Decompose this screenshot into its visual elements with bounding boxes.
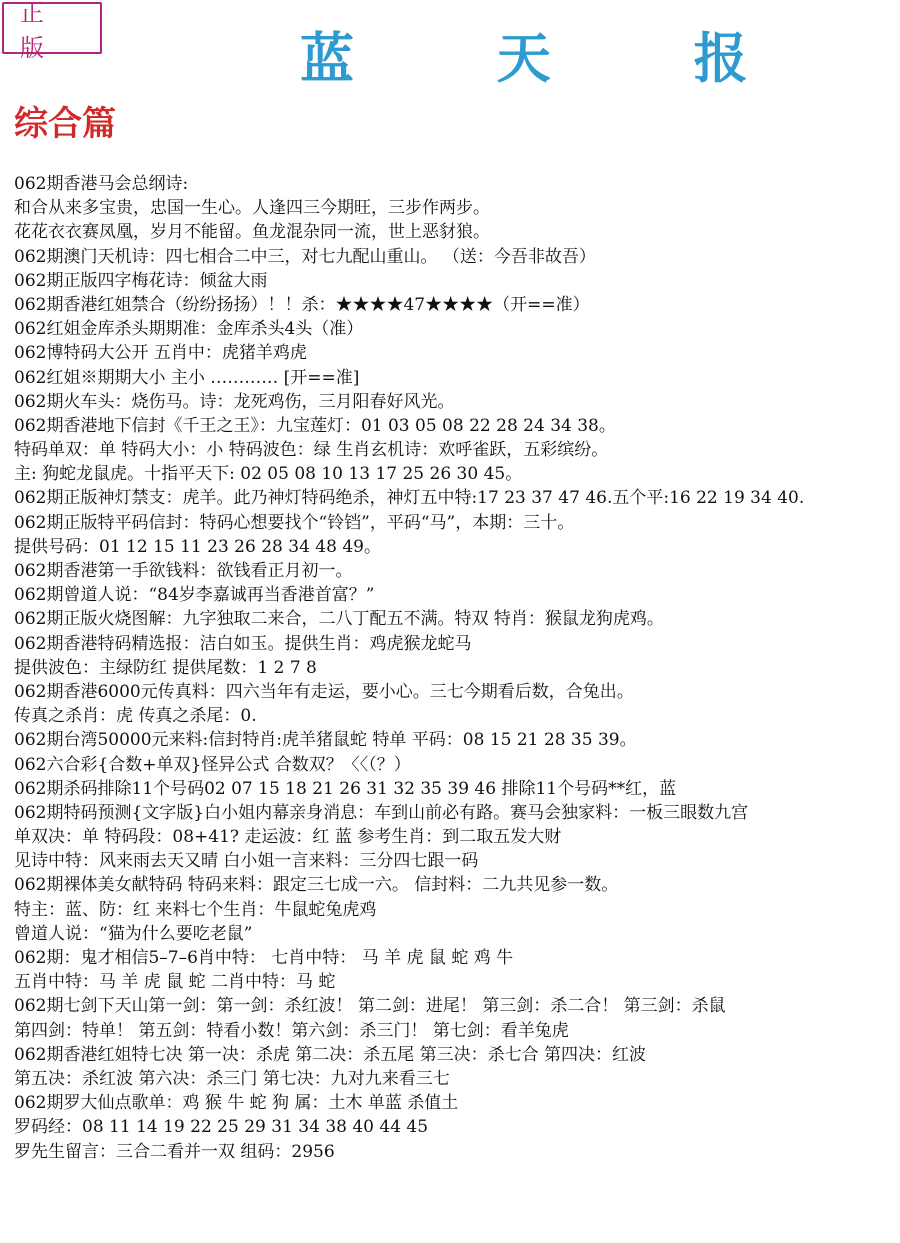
text-line: 提供号码：01 12 15 11 23 26 28 34 48 49。 bbox=[14, 536, 381, 557]
text-line: 062期：鬼才相信5–7–6肖中特： 七肖中特： 马 羊 虎 鼠 蛇 鸡 牛 bbox=[14, 948, 514, 968]
text-line: 062期香港红姐禁合（纷纷扬扬）！！杀：★★★★47★★★★（开==准） bbox=[14, 294, 590, 315]
text-line: 062期正版神灯禁支：虎羊。此乃神灯特码绝杀，神灯五中特:17 23 37 47 46.五个平:16 22 19 34 40. bbox=[14, 488, 805, 509]
text-line: 062期香港特码精选报：洁白如玉。提供生肖：鸡虎猴龙蛇马 bbox=[14, 633, 472, 654]
edition-badge: 正 版 bbox=[2, 2, 102, 54]
text-line: 062期台湾50000元来料:信封特肖:虎羊猪鼠蛇 特单 平码：08 15 21 28 35 39。 bbox=[14, 730, 637, 751]
text-line: 062期七剑下天山第一剑：第一剑：杀红波！ 第二剑：进尾！ 第三剑：杀二合！ 第三剑：杀鼠 bbox=[14, 996, 726, 1017]
text-line: 062期火车头：烧伤马。诗：龙死鸡伤，三月阳春好风光。 bbox=[14, 391, 455, 412]
text-line: 062期正版四字梅花诗：倾盆大雨 bbox=[14, 270, 268, 291]
text-line: 特码单双：单 特码大小：小 特码波色：绿 生肖玄机诗：欢呼雀跃，五彩缤纷。 bbox=[14, 440, 609, 461]
newspaper-title: 蓝 天 报 bbox=[300, 26, 810, 90]
text-line: 062期裸体美女献特码 特码来料：跟定三七成一六。 信封料：二九共见参一数。 bbox=[14, 875, 619, 896]
text-line: 和合从来多宝贵，忠国一生心。人逢四三今期旺，三步作两步。 bbox=[14, 198, 490, 219]
text-line: 062期曾道人说：“84岁李嘉诚再当香港首富？” bbox=[14, 585, 375, 606]
text-line: 062红姐※期期大小 主小 ………… [开==准] bbox=[14, 367, 360, 388]
text-line: 单双决：单 特码段：08+41? 走运波：红 蓝 参考生肖：到二取五发大财 bbox=[14, 827, 562, 848]
section-heading: 综合篇 bbox=[14, 104, 116, 144]
text-line: 花花衣衣赛凤凰，岁月不能留。鱼龙混杂同一流，世上恶豺狼。 bbox=[14, 222, 490, 243]
content-lines bbox=[14, 172, 894, 1164]
text-line: 062期正版火烧图解：九字独取二来合，二八丁配五不满。特双 特肖：猴鼠龙狗虎鸡。 bbox=[14, 609, 664, 630]
text-line: 062期杀码排除11个号码02 07 15 18 21 26 31 32 35 39 46 排除11个号码**红，蓝 bbox=[14, 778, 677, 799]
text-line: 062期特码预测{文字版}白小姐内幕亲身消息：车到山前必有路。赛马会独家料：一板三眼数九宫 bbox=[14, 802, 749, 823]
text-line: 第五决：杀红波 第六决：杀三门 第七决：九对九来看三七 bbox=[14, 1068, 450, 1089]
text-line: 062六合彩{合数+单双}怪异公式 合数双？〈〈（？） bbox=[14, 754, 411, 775]
text-line: 062期香港马会总纲诗: bbox=[14, 174, 189, 194]
text-line: 五肖中特：马 羊 虎 鼠 蛇 二肖中特：马 蛇 bbox=[14, 972, 336, 993]
text-line: 062期正版特平码信封：特码心想要找个“铃铛”，平码“马”，本期：三十。 bbox=[14, 512, 575, 533]
text-line: 罗码经：08 11 14 19 22 25 29 31 34 38 40 44 45 bbox=[14, 1117, 429, 1138]
text-line: 062期香港红姐特七决 第一决：杀虎 第二决：杀五尾 第三决：杀七合 第四决：红波 bbox=[14, 1044, 647, 1065]
text-line: 062期罗大仙点歌单：鸡 猴 牛 蛇 狗 属：土木 单蓝 杀值土 bbox=[14, 1093, 459, 1114]
text-line: 062博特码大公开 五肖中：虎猪羊鸡虎 bbox=[14, 343, 307, 364]
text-line: 062期香港6000元传真料：四六当年有走运，要小心。三七今期看后数，合兔出。 bbox=[14, 681, 634, 702]
text-line: 见诗中特：风来雨去天又晴 白小姐一言来料：三分四七跟一码 bbox=[14, 851, 479, 872]
text-line: 提供波色：主绿防红 提供尾数：1 2 7 8 bbox=[14, 657, 317, 678]
text-line: 传真之杀肖：虎 传真之杀尾：0. bbox=[14, 706, 257, 727]
text-line: 主: 狗蛇龙鼠虎。十指平天下: 02 05 08 10 13 17 25 26 30 45。 bbox=[14, 464, 523, 485]
text-line: 062期香港地下信封《千王之王》：九宝莲灯：01 03 05 08 22 28 24 34 38。 bbox=[14, 415, 616, 436]
text-line: 曾道人说：“猫为什么要吃老鼠” bbox=[14, 923, 253, 944]
text-line: 罗先生留言：三合二看并一双 组码：2956 bbox=[14, 1141, 335, 1162]
text-line: 062期香港第一手欲钱料：欲钱看正月初一。 bbox=[14, 561, 353, 581]
text-line: 特主：蓝、防：红 来料七个生肖：牛鼠蛇兔虎鸡 bbox=[14, 899, 377, 920]
text-line: 062期澳门天机诗：四七相合二中三，对七九配山重山。 （送：今吾非故吾） bbox=[14, 246, 596, 267]
text-line: 第四剑：特单！ 第五剑：特看小数！第六剑：杀三门！ 第七剑：看羊兔虎 bbox=[14, 1020, 569, 1041]
text-line: 062红姐金库杀头期期准：金库杀头4头（准） bbox=[14, 319, 364, 340]
